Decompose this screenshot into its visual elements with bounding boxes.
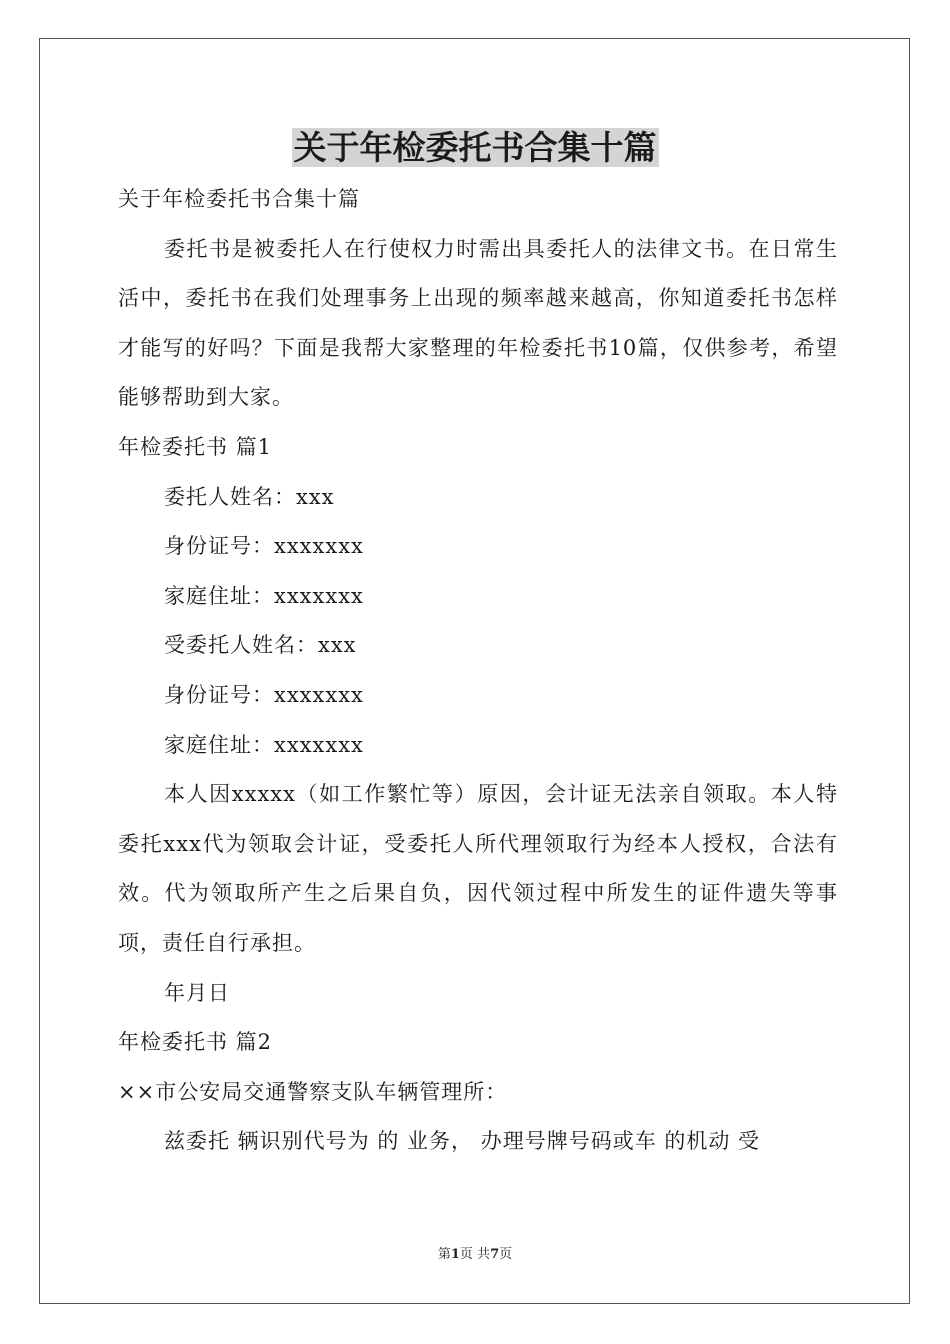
section1-body: 本人因xxxxx（如工作繁忙等）原因，会计证无法亲自领取。本人特委托xxx代为领取会计证，受委托人所代理领取行为经本人授权，合法有效。代为领取所产生之后果自负，因代领过程中所发生的证件遗失等事项，责任自行承担。 [118, 782, 838, 955]
section2-body: 兹委托 辆识别代号为 的 业务， 办理号牌号码或车 的机动 受 [164, 1129, 761, 1154]
footer-prefix: 第 [437, 1247, 451, 1262]
section1-line: 委托人姓名：xxx [164, 484, 335, 509]
footer-suffix: 页 [499, 1247, 513, 1262]
section1-line: 身份证号：xxxxxxx [164, 534, 364, 559]
section2-addressee: ××市公安局交通警察支队车辆管理所： [118, 1079, 508, 1104]
intro-paragraph: 委托书是被委托人在行使权力时需出具委托人的法律文书。在日常生活中，委托书在我们处理事务上出现的频率越来越高，你知道委托书怎样才能写的好吗？下面是我帮大家整理的年检委托书10篇，仅供参考，希望能够帮助到大家。 [118, 236, 838, 410]
section1-line: 受委托人姓名：xxx [164, 633, 357, 658]
section1-heading: 年检委托书 篇1 [118, 434, 273, 459]
page-footer [0, 1246, 950, 1264]
document-body [118, 175, 838, 1167]
footer-page-number: 1 [450, 1247, 460, 1262]
document-title-text: 关于年检委托书合集十篇 [293, 128, 657, 167]
footer-total-pages: 7 [490, 1247, 500, 1262]
section1-line: 身份证号：xxxxxxx [164, 682, 364, 707]
footer-mid: 页 共 [459, 1247, 491, 1262]
section1-line: 家庭住址：xxxxxxx [164, 583, 364, 608]
section1-line: 家庭住址：xxxxxxx [164, 732, 364, 757]
section1-date: 年月日 [164, 980, 230, 1005]
document-subtitle: 关于年检委托书合集十篇 [118, 187, 360, 211]
section2-heading: 年检委托书 篇2 [118, 1030, 273, 1055]
document-title [0, 126, 950, 170]
